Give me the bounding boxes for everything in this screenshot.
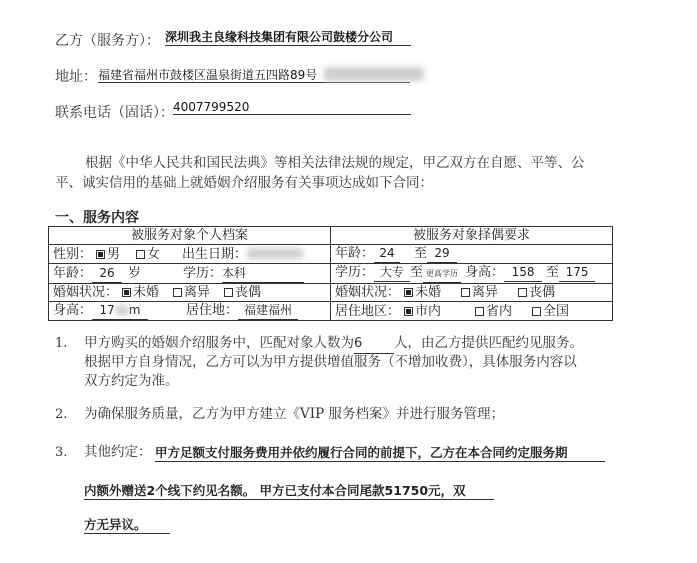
area-city-checkbox[interactable] (404, 307, 413, 316)
phone-value: 4007799520 (173, 100, 411, 115)
residence-value: 福建福州 (238, 302, 298, 320)
req-age-max: 29 (427, 245, 457, 263)
req-edu-value: 大专 (374, 264, 410, 282)
phone-label: 联系电话（固话）： (55, 105, 174, 121)
age-cell (49, 264, 331, 284)
unmarried-label: 未婚 (133, 285, 160, 300)
female-checkbox[interactable] (136, 250, 145, 259)
req-height-min: 158 (504, 264, 542, 282)
party-b-value: 深圳我主良缘科技集团有限公司鼓楼分公司 (165, 28, 411, 46)
unmarried-checkbox[interactable] (122, 288, 131, 297)
party-b-label: 乙方（服务方）： (55, 33, 160, 49)
area-city-label: 市内 (415, 303, 442, 319)
male-label: 男 (107, 246, 121, 262)
height-unit: m (128, 303, 141, 317)
req-marital-cell (331, 284, 613, 302)
address-label: 地址： (55, 69, 97, 85)
req-height-label: 身高： (465, 265, 505, 280)
item-3-label: 其他约定： (84, 444, 152, 460)
height-value-field (92, 302, 148, 320)
age-label: 年龄： (53, 265, 93, 281)
req-area-label: 居住地区： (335, 303, 401, 319)
address-value: 福建省福州市鼓楼区温泉街道五四路89号 (98, 68, 318, 82)
widowed-label: 丧偶 (235, 285, 262, 300)
item-3-number: 3. (55, 445, 68, 460)
area-country-checkbox[interactable] (532, 307, 541, 316)
intro-line-1: 根据《中华人民共和国民法典》等相关法律法规的规定，甲乙双方在自愿、平等、公 (85, 155, 585, 171)
req-widowed-checkbox[interactable] (518, 288, 527, 297)
male-checkbox[interactable] (96, 250, 105, 259)
intro-line-2: 平、诚实信用的基础上就婚姻介绍服务有关事项达成如下合同： (55, 175, 433, 191)
req-divorced-checkbox[interactable] (461, 288, 470, 297)
age-value: 26 (92, 265, 122, 283)
req-unmarried-checkbox[interactable] (404, 288, 413, 297)
area-province-checkbox[interactable] (475, 307, 484, 316)
item-2-number: 2. (55, 407, 68, 422)
item-1-line-2: 根据甲方自身情况，乙方可以为甲方提供增值服务（不增加收费），具体服务内容以 (84, 354, 577, 370)
divorced-label: 离异 (184, 285, 211, 300)
marital-label: 婚姻状况： (53, 285, 119, 300)
item-1-line-3: 双方约定为准。 (84, 373, 179, 389)
item-3-line-1: 甲方足额支付服务费用并依约履行合同的前提下，乙方在本合同约定服务期 (155, 443, 605, 462)
req-height-to: 至 (546, 265, 560, 280)
req-marital-label: 婚姻状况： (335, 285, 401, 300)
profile-table (48, 226, 613, 321)
req-age-cell (331, 245, 613, 264)
req-edu-to: 至 (410, 265, 424, 280)
address-field (98, 64, 410, 83)
area-country-label: 全国 (543, 303, 570, 319)
req-divorced-label: 离异 (472, 285, 499, 300)
gender-cell (49, 245, 331, 264)
gender-label: 性别： (53, 246, 93, 262)
height-label: 身高： (53, 303, 93, 318)
height-cell (49, 302, 331, 321)
req-edu-label: 学历： (335, 265, 375, 280)
req-age-to: 至 (414, 246, 428, 261)
age-unit: 岁 (128, 265, 142, 281)
redacted-height (115, 305, 129, 315)
item-1-number: 1. (55, 336, 68, 351)
section-title: 一、服务内容 (55, 210, 139, 226)
height-value: 17 (99, 303, 115, 317)
edu-value: 本科 (222, 265, 304, 283)
edu-label: 学历： (183, 265, 223, 281)
widowed-checkbox[interactable] (224, 288, 233, 297)
divorced-checkbox[interactable] (173, 288, 182, 297)
residence-label: 居住地： (186, 303, 239, 318)
req-widowed-label: 丧偶 (529, 285, 556, 300)
req-area-cell (331, 302, 613, 321)
req-age-label: 年龄： (335, 246, 375, 261)
item-3-line-2: 内额外赠送2个线下约见名额。 甲方已支付本合同尾款51750元，双 (84, 481, 494, 500)
req-unmarried-label: 未婚 (415, 285, 442, 300)
item-1-text-a: 甲方购买的婚姻介绍服务中，匹配对象人数为 (84, 335, 354, 351)
item-1-line-1 (84, 334, 583, 354)
birth-label: 出生日期： (182, 246, 248, 262)
req-age-min: 24 (374, 245, 400, 263)
req-edu-cell (331, 264, 613, 284)
item-1-text-b: 人，由乙方提供匹配约见服务。 (394, 335, 583, 351)
req-height-max: 175 (559, 264, 595, 282)
requirement-header: 被服务对象择偶要求 (331, 227, 613, 245)
item-3-line-3: 方无异议。 (84, 515, 170, 534)
area-province-label: 省内 (486, 303, 513, 319)
profile-header: 被服务对象个人档案 (49, 227, 331, 245)
redacted-birthdate (247, 248, 303, 259)
match-count: 6 (354, 334, 394, 354)
redacted-address (324, 67, 424, 81)
req-edu-suffix: 更高学历 (423, 265, 461, 283)
female-label: 女 (147, 246, 161, 262)
item-2-text: 为确保服务质量，乙方为甲方建立《VIP 服务档案》并进行服务管理； (84, 406, 504, 422)
marital-cell (49, 284, 331, 302)
